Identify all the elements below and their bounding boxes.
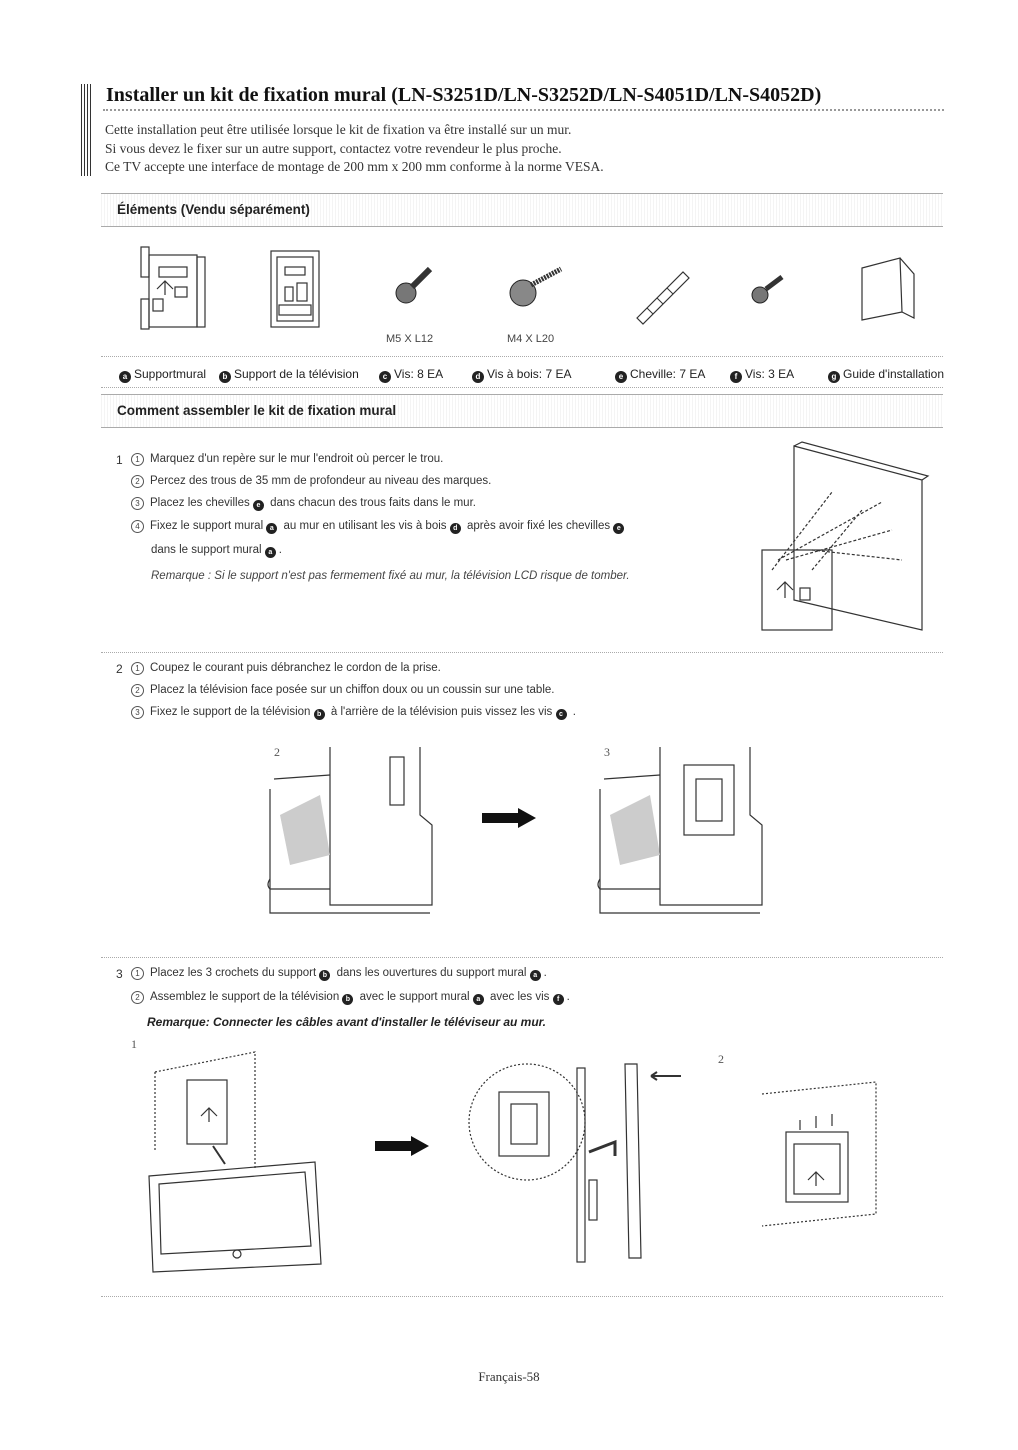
hook-detail-diagram bbox=[465, 1062, 695, 1272]
tv-bracket-illustration bbox=[265, 247, 325, 332]
circled-number: 2 bbox=[131, 684, 144, 697]
assembly-header-text: Comment assembler le kit de fixation mural bbox=[117, 403, 397, 418]
tv-bracket-attach-diagram bbox=[580, 745, 780, 917]
step-text: Marquez d'un repère sur le mur l'endroit où percer le trou. bbox=[150, 453, 444, 465]
wood-screw-illustration bbox=[505, 265, 565, 315]
step-text: . bbox=[278, 544, 282, 556]
bullet-icon: d bbox=[472, 371, 484, 383]
bullet-icon: a bbox=[473, 994, 484, 1005]
screw-small-illustration bbox=[748, 275, 788, 310]
step-text: Placez les 3 crochets du support bbox=[150, 967, 317, 979]
circled-number: 3 bbox=[131, 706, 144, 719]
figure-number: 2 bbox=[718, 1052, 724, 1066]
step-text: Coupez le courant puis débranchez le cordon de la prise. bbox=[150, 662, 441, 674]
step-text: Assemblez le support de la télévision bbox=[150, 991, 340, 1003]
bullet-icon: b bbox=[219, 371, 231, 383]
part-label: Vis à bois: 7 EA bbox=[487, 367, 572, 381]
part-caption-d bbox=[472, 367, 572, 383]
title-stripe-decoration bbox=[81, 84, 93, 176]
guide-booklet-illustration bbox=[858, 256, 920, 326]
step-text: dans les ouvertures du support mural bbox=[336, 967, 527, 979]
step-text: . bbox=[543, 967, 547, 979]
step-1-line-2 bbox=[131, 475, 491, 488]
bullet-icon: c bbox=[556, 709, 567, 720]
step-3-line-2 bbox=[131, 991, 570, 1005]
circled-number: 2 bbox=[131, 475, 144, 488]
bullet-icon: a bbox=[530, 970, 541, 981]
step-3-note: Remarque: Connecter les câbles avant d'installer le téléviseur au mur. bbox=[147, 1015, 547, 1029]
step-text: Fixez le support de la télévision bbox=[150, 706, 311, 718]
step-text: au mur en utilisant les vis à bois bbox=[283, 520, 447, 532]
circled-number: 4 bbox=[131, 520, 144, 533]
size-label-m4: M4 X L20 bbox=[507, 333, 555, 345]
bullet-icon: a bbox=[119, 371, 131, 383]
part-label: Support de la télévision bbox=[234, 367, 359, 381]
step-1-line-3 bbox=[131, 497, 476, 511]
step-2-line-2 bbox=[131, 684, 554, 697]
arrow-right-icon bbox=[482, 808, 538, 828]
part-caption-f bbox=[730, 367, 794, 383]
tv-mounted-diagram bbox=[758, 1080, 888, 1230]
bullet-icon: c bbox=[379, 371, 391, 383]
circled-number: 1 bbox=[131, 967, 144, 980]
step-text: à l'arrière de la télévision puis vissez les vis bbox=[330, 706, 553, 718]
assembly-section-header bbox=[101, 394, 943, 428]
divider bbox=[101, 957, 943, 958]
step-text: . bbox=[566, 991, 570, 1003]
tv-face-down-diagram bbox=[250, 745, 450, 917]
arrow-right-icon bbox=[375, 1136, 431, 1156]
step-1-line-5 bbox=[151, 544, 282, 558]
step-text: avec le support mural bbox=[359, 991, 470, 1003]
step-text: dans le support mural bbox=[151, 544, 262, 556]
step-2-number: 2 bbox=[116, 662, 123, 676]
step-1-line-1 bbox=[131, 453, 443, 466]
parts-section-header bbox=[101, 193, 943, 227]
step-2-line-3 bbox=[131, 706, 576, 720]
step-text: . bbox=[572, 706, 576, 718]
bullet-icon: d bbox=[450, 523, 461, 534]
bullet-icon: g bbox=[828, 371, 840, 383]
part-caption-g bbox=[828, 367, 944, 383]
step-1-number: 1 bbox=[116, 453, 123, 467]
intro-line-2: Si vous devez le fixer sur un autre support, contactez votre revendeur le plus proche. bbox=[105, 141, 562, 156]
tv-hang-diagram bbox=[145, 1050, 335, 1275]
figure-number: 1 bbox=[131, 1037, 137, 1051]
step-text: dans chacun des trous faits dans le mur. bbox=[270, 497, 476, 509]
part-caption-c bbox=[379, 367, 443, 383]
divider bbox=[101, 652, 943, 653]
bullet-icon: a bbox=[265, 547, 276, 558]
figure-number: 3 bbox=[604, 745, 610, 759]
bullet-icon: a bbox=[266, 523, 277, 534]
intro-line-1: Cette installation peut être utilisée lorsque le kit de fixation va être installé sur un mur. bbox=[105, 122, 572, 137]
step-text: avec les vis bbox=[489, 991, 550, 1003]
wall-bracket-illustration bbox=[137, 247, 207, 332]
bullet-icon: e bbox=[615, 371, 627, 383]
figure-number: 2 bbox=[274, 745, 280, 759]
part-label: Cheville: 7 EA bbox=[630, 367, 706, 381]
step-2-line-1 bbox=[131, 662, 441, 675]
step-3-line-1 bbox=[131, 967, 547, 981]
bullet-icon: b bbox=[319, 970, 330, 981]
circled-number: 1 bbox=[131, 662, 144, 675]
parts-header-text: Éléments (Vendu séparément) bbox=[117, 202, 310, 217]
circled-number: 2 bbox=[131, 991, 144, 1004]
part-caption-a bbox=[119, 367, 206, 383]
step-1-note: Remarque : Si le support n'est pas fermement fixé au mur, la télévision LCD risque de tomber. bbox=[151, 570, 630, 582]
part-label: Guide d'installation bbox=[843, 367, 945, 381]
title-block bbox=[81, 84, 944, 176]
circled-number: 1 bbox=[131, 453, 144, 466]
divider bbox=[101, 1296, 943, 1297]
step-1-line-4 bbox=[131, 520, 627, 534]
page-footer: Français-58 bbox=[478, 1369, 540, 1384]
part-label: Supportmural bbox=[134, 367, 207, 381]
part-label: Vis: 3 EA bbox=[745, 367, 795, 381]
step-3-number: 3 bbox=[116, 967, 123, 981]
title-rule bbox=[103, 109, 944, 111]
part-label: Vis: 8 EA bbox=[394, 367, 444, 381]
bullet-icon: b bbox=[342, 994, 353, 1005]
bullet-icon: e bbox=[613, 523, 624, 534]
step-text: Fixez le support mural bbox=[150, 520, 264, 532]
bullet-icon: f bbox=[730, 371, 742, 383]
step-text: Percez des trous de 35 mm de profondeur au niveau des marques. bbox=[150, 475, 492, 487]
parts-caption-row bbox=[101, 356, 943, 388]
step-text: Placez les chevilles bbox=[150, 497, 250, 509]
bullet-icon: f bbox=[553, 994, 564, 1005]
step-text: après avoir fixé les chevilles bbox=[466, 520, 611, 532]
bullet-icon: e bbox=[253, 500, 264, 511]
intro-line-3: Ce TV accepte une interface de montage de 200 mm x 200 mm conforme à la norme VESA. bbox=[105, 159, 604, 174]
size-label-m5: M5 X L12 bbox=[386, 333, 434, 345]
part-caption-e bbox=[615, 367, 705, 383]
screw-m5-illustration bbox=[390, 265, 435, 310]
bullet-icon: b bbox=[314, 709, 325, 720]
step-text: Placez la télévision face posée sur un chiffon doux ou un coussin sur une table. bbox=[150, 684, 555, 696]
part-caption-b bbox=[219, 367, 359, 383]
circled-number: 3 bbox=[131, 497, 144, 510]
wall-mount-diagram bbox=[742, 440, 942, 640]
anchor-plug-illustration bbox=[633, 268, 693, 323]
page-title: Installer un kit de fixation mural (LN-S3251D/LN-S3252D/LN-S4051D/LN-S4052D) bbox=[106, 84, 822, 106]
